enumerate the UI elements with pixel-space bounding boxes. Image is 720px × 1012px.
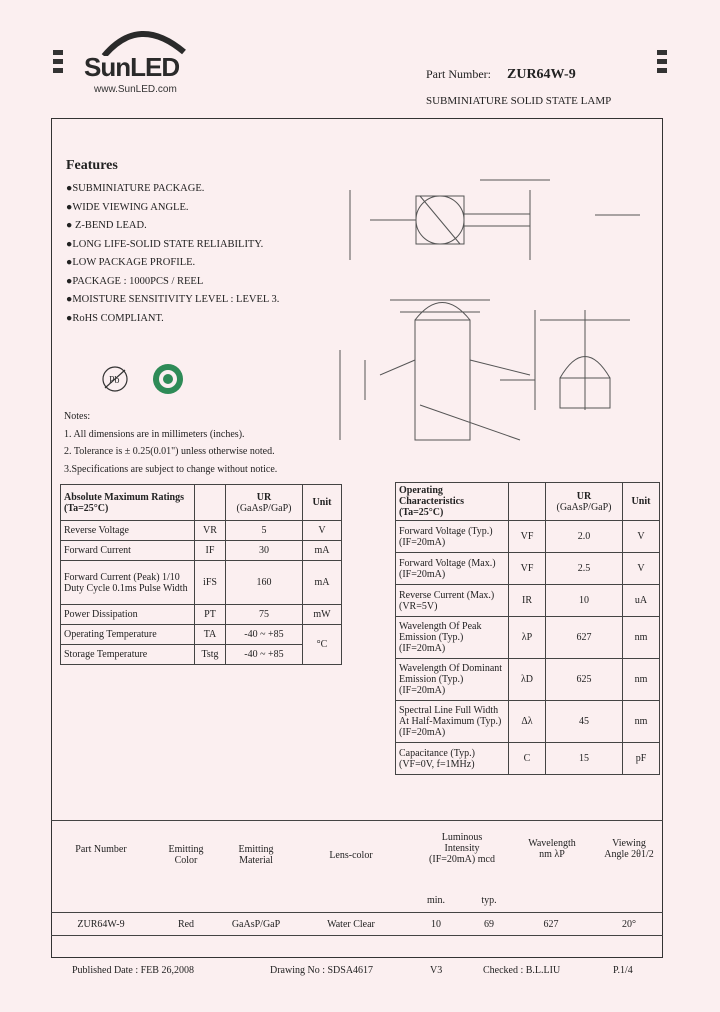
feature-item: ●PACKAGE : 1000PCS / REEL xyxy=(66,275,204,287)
header-min: min. xyxy=(426,895,446,906)
header-typ: typ. xyxy=(481,895,497,906)
notes xyxy=(64,408,277,478)
svg-text:Pb: Pb xyxy=(109,375,120,386)
published-date: Published Date : FEB 26,2008 xyxy=(72,965,194,976)
part-number-label: Part Number: xyxy=(426,67,491,81)
table-row: Forward Current (Peak) 1/10 Duty Cycle 0.1ms Pulse Width iFS 160 mA xyxy=(61,561,342,605)
divider xyxy=(51,935,663,936)
feature-item: ●LOW PACKAGE PROFILE. xyxy=(66,257,196,268)
table-row: Operating Temperature TA -40 ~ +85 °C xyxy=(61,625,342,645)
features-title: Features xyxy=(66,158,118,173)
feature-item: ● Z-BEND LEAD. xyxy=(66,220,147,231)
pb-free-icon xyxy=(100,364,130,394)
table-row: Forward Voltage (Typ.) (IF=20mA) VF 2.0 V xyxy=(396,521,660,553)
table-header-title: Absolute Maximum Ratings (Ta=25°C) xyxy=(61,485,195,521)
drawing-number: Drawing No : SDSA4617 xyxy=(270,965,374,976)
divider xyxy=(51,820,663,821)
header-emitting-material: Emitting Material xyxy=(238,844,274,866)
note-item: 2. Tolerance is ± 0.25(0.01") unless otherwise noted. xyxy=(64,446,275,457)
note-item: 3.Specifications are subject to change without notice. xyxy=(64,463,278,475)
table-header-title: Operating Characteristics (Ta=25°C) xyxy=(396,483,509,521)
header-lens-color: Lens-color xyxy=(329,850,373,861)
table-row: Storage Temperature Tstg -40 ~ +85 xyxy=(61,645,342,665)
part-number-value: ZUR64W-9 xyxy=(507,67,576,82)
feature-item: ●LONG LIFE-SOLID STATE RELIABILITY. xyxy=(66,238,264,250)
table-header-ur: UR (GaAsP/GaP) xyxy=(226,485,303,521)
right-marker-bars xyxy=(657,50,667,77)
table-row: Reverse Current (Max.) (VR=5V) IR 10 uA xyxy=(396,585,660,617)
table-header-ur: UR (GaAsP/GaP) xyxy=(546,483,623,521)
table-row: Forward Voltage (Max.) (IF=20mA) VF 2.5 V xyxy=(396,553,660,585)
absolute-max-ratings-table xyxy=(60,484,342,665)
table-row: Wavelength Of Peak Emission (Typ.) (IF=20mA) λP 627 nm xyxy=(396,617,660,659)
package-dimension-drawing xyxy=(320,160,660,460)
table-row: Reverse Voltage VR 5 V xyxy=(61,521,342,541)
table-row: Capacitance (Typ.) (VF=0V, f=1MHz) C 15 pF xyxy=(396,743,660,775)
feature-item: ●RoHS COMPLIANT. xyxy=(66,312,164,324)
left-marker-bars xyxy=(53,50,63,77)
page-number: P.1/4 xyxy=(613,965,633,976)
header-emitting-color: Emitting Color xyxy=(168,844,204,866)
table-row: Power Dissipation PT 75 mW xyxy=(61,605,342,625)
header-viewing-angle: Viewing Angle 2θ1/2 xyxy=(604,838,654,860)
logo-url: www.SunLED.com xyxy=(94,84,177,95)
feature-item: ●WIDE VIEWING ANGLE. xyxy=(66,201,189,213)
header-luminous-intensity: Luminous Intensity (IF=20mA) mcd xyxy=(429,832,495,865)
logo-text: SunLED xyxy=(84,52,180,82)
table-row: Spectral Line Full Width At Half-Maximum (Typ.) (IF=20mA) Δλ 45 nm xyxy=(396,701,660,743)
rohs-green-icon xyxy=(150,362,186,396)
table-header-unit: Unit xyxy=(303,485,342,521)
logo-arc-icon xyxy=(84,22,194,56)
divider xyxy=(51,912,663,913)
features-list xyxy=(66,180,279,328)
header-part-number: Part Number xyxy=(75,844,127,855)
feature-item: ●SUBMINIATURE PACKAGE. xyxy=(66,183,205,194)
feature-item: ●MOISTURE SENSITIVITY LEVEL : LEVEL 3. xyxy=(66,294,280,305)
table-row: Forward Current IF 30 mA xyxy=(61,541,342,561)
version: V3 xyxy=(430,965,443,976)
operating-characteristics-table xyxy=(395,482,660,775)
table-header-unit: Unit xyxy=(623,483,660,521)
header-wavelength: Wavelength nm λP xyxy=(528,838,576,860)
checked-by: Checked : B.L.LIU xyxy=(483,965,561,976)
part-number-heading xyxy=(426,67,576,83)
note-item: 1. All dimensions are in millimeters (inches). xyxy=(64,428,245,440)
subtitle: SUBMINIATURE SOLID STATE LAMP xyxy=(426,95,612,107)
notes-title: Notes: xyxy=(64,411,91,422)
table-row: Wavelength Of Dominant Emission (Typ.) (IF=20mA) λD 625 nm xyxy=(396,659,660,701)
